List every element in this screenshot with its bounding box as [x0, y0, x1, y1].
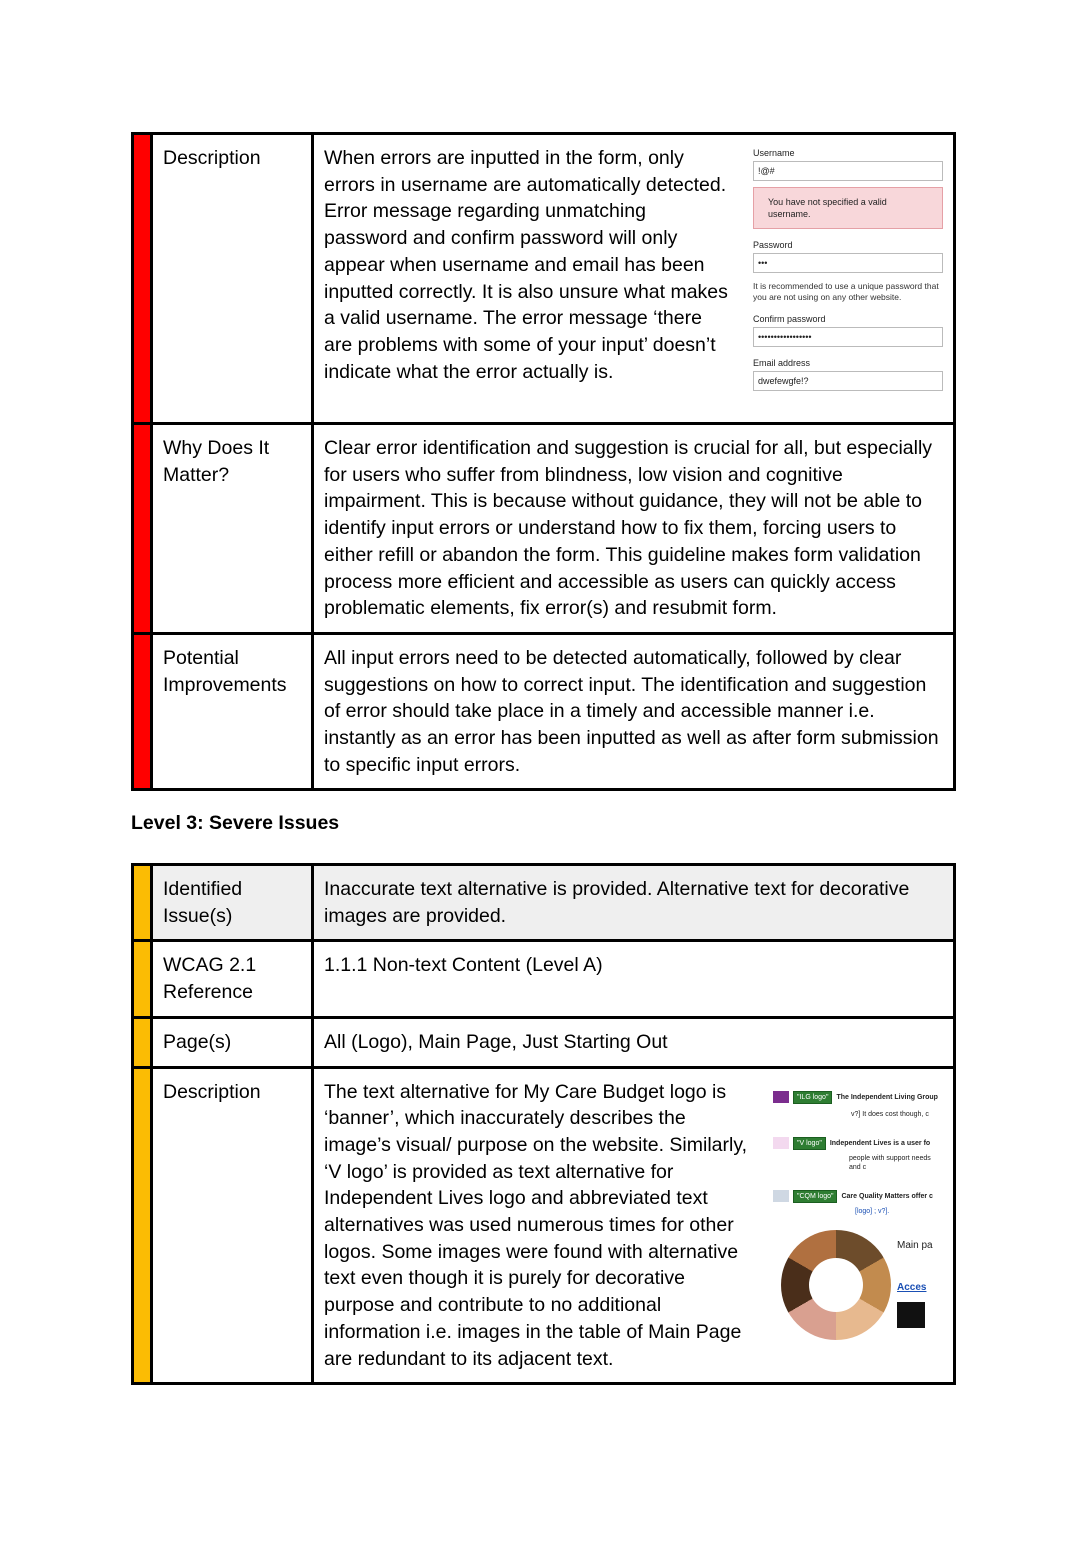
logo-row — [773, 1137, 943, 1150]
email-label: Email address — [753, 358, 811, 368]
username-label: Username — [753, 148, 795, 158]
confirm-input: ••••••••••••••••• — [753, 327, 943, 347]
section-heading: Level 3: Severe Issues — [131, 812, 340, 834]
logo-caption: Independent Lives is a user fo — [829, 1139, 931, 1147]
row-label: Identified Issue(s) — [152, 865, 313, 941]
logo-caption: The Independent Living Group — [836, 1093, 938, 1101]
table-row — [133, 865, 955, 941]
side-text: Main pa — [897, 1239, 933, 1251]
table-row — [133, 1067, 955, 1384]
password-help: It is recommended to use a unique password that you are not using on any other website. — [753, 281, 939, 302]
row-label: Why Does It Matter? — [152, 424, 313, 634]
mcb-logo-icon — [773, 1091, 789, 1103]
severity-bar — [133, 633, 152, 790]
severity-bar — [133, 865, 152, 941]
side-link: Acces — [897, 1281, 927, 1293]
il-logo-icon — [773, 1137, 789, 1149]
description-text: When errors are inputted in the form, only errors in username are automatically detected. Error message regarding unmatching password and confirm password will only appear when username and email has been inputted correctly. It is also unsure what makes a valid username. The error message ‘there are problems with some of your input’ doesn’t indicate what the error actually is. — [324, 147, 728, 383]
form-screenshot — [753, 147, 943, 391]
logo-sub: v?] It does cost though, c — [851, 1110, 929, 1118]
row-label: WCAG 2.1 Reference — [152, 941, 313, 1017]
row-content: Inaccurate text alternative is provided. Alternative text for decorative images are provided. — [313, 865, 955, 941]
row-label: Page(s) — [152, 1017, 313, 1067]
description-text: The text alternative for My Care Budget logo is ‘banner’, which inaccurately describes the image’s visual/ purpose on the website. Similarly, ‘V logo’ is provided as text alternative for Independent Lives logo and abbreviated text alternatives was used numerous times for other logos. Some images were found with alternative text even though it is purely for decorative purpose and contribute to no additional information i.e. images in the table of Main Page are redundant to its adjacent text. — [324, 1080, 748, 1370]
severity-bar — [133, 1017, 152, 1067]
severity-bar — [133, 941, 152, 1017]
table-row — [133, 1017, 955, 1067]
logo-row — [773, 1190, 943, 1203]
table-row — [133, 424, 955, 634]
alt-tag: "CQM logo" — [793, 1190, 837, 1203]
logo-row — [773, 1091, 943, 1104]
row-content: 1.1.1 Non-text Content (Level A) — [313, 941, 955, 1017]
table-level-3 — [131, 863, 956, 1385]
row-label: Description — [152, 134, 313, 424]
confirm-label: Confirm password — [753, 314, 826, 324]
logo-sub: [logo] ; v?]. — [855, 1207, 890, 1215]
email-input: dwefewgfe!? — [753, 371, 943, 391]
row-label: Description — [152, 1067, 313, 1384]
alt-tag: "V logo" — [793, 1137, 826, 1150]
row-content — [313, 1067, 955, 1384]
alt-tag: "ILG logo" — [793, 1091, 832, 1104]
password-label: Password — [753, 240, 793, 250]
password-input: ••• — [753, 253, 943, 273]
username-input: !@# — [753, 161, 943, 181]
table-level-2 — [131, 132, 956, 791]
logo-sub: people with support needs and c — [849, 1154, 931, 1171]
table-row — [133, 633, 955, 790]
error-message: You have not specified a valid username. — [753, 187, 943, 229]
row-content: All input errors need to be detected automatically, followed by clear suggestions on how to correct input. The identification and suggestion of error should take place in a timely and accessible manner i.e. instantly as an error has been inputted as well as after form submission to specific input errors. — [313, 633, 955, 790]
cqm-logo-icon — [773, 1190, 789, 1202]
hands-circle-image — [781, 1230, 891, 1340]
logo-caption: Care Quality Matters offer c — [841, 1192, 933, 1200]
row-label: Potential Improvements — [152, 633, 313, 790]
logos-screenshot — [773, 1085, 943, 1373]
severity-bar — [133, 1067, 152, 1384]
severity-bar — [133, 424, 152, 634]
row-content: All (Logo), Main Page, Just Starting Out — [313, 1017, 955, 1067]
row-content — [313, 134, 955, 424]
table-row — [133, 941, 955, 1017]
dark-thumbnail — [897, 1302, 925, 1328]
severity-bar — [133, 134, 152, 424]
table-row — [133, 134, 955, 424]
row-content: Clear error identification and suggestion is crucial for all, but especially for users who suffer from blindness, low vision and cognitive impairment. This is because without guidance, they will not be able to identify input errors or understand how to fix them, forcing users to either refill or abandon the form. This guideline makes form validation process more efficient and accessible as users can quickly access problematic elements, fix error(s) and resubmit form. — [313, 424, 955, 634]
